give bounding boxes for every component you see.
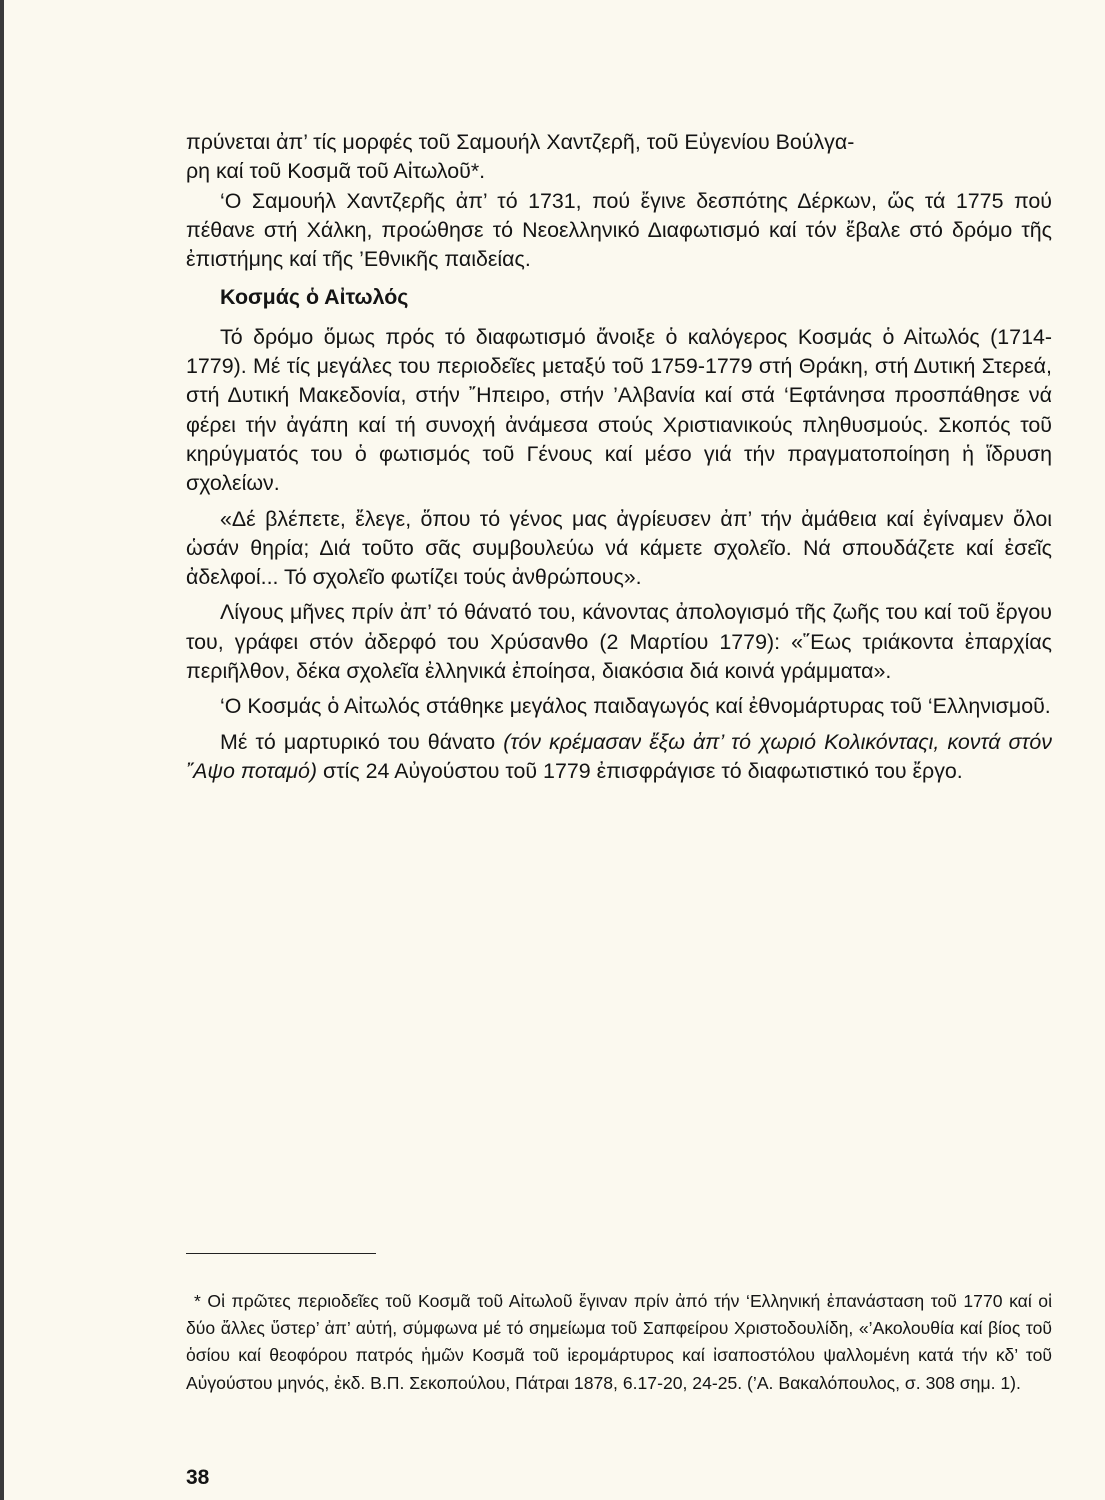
- intro-line-2: ρη καί τοῦ Κοσμᾶ τοῦ Αἰτωλοῦ*.: [186, 159, 486, 184]
- page-edge-shadow: [0, 0, 4, 1500]
- martyrdom-text-before: Μέ τό μαρτυρικό του θάνατο: [220, 729, 504, 754]
- paragraph-kosmas-letter: Λίγους μῆνες πρίν ἀπ’ τό θάνατό του, κάνοντας ἀπολογισμό τῆς ζωῆς του καί τοῦ ἔργου του, γράφει στόν ἀδερφό του Χρύσανθο (2 Μαρτίου 1779): «῞Εως τριάκοντα ἐπαρχίας περιῆλθον, δέκα σχολεῖα ἐλληνικά ἐποίησα, διακόσια διά κοινά γράμματα».: [186, 600, 1052, 684]
- paragraph-kosmas-1: Τό δρόμο ὅμως πρός τό διαφωτισμό ἄνοιξε ὁ καλόγερος Κοσμάς ὁ Αἰτωλός (1714-1779). Μέ τίς μεγάλες του περιοδεῖες μεταξύ τοῦ 1759-1779 στή Θράκη, στή Δυτική Στερεά, στή Δυτική Μακεδονία, στήν ῎Ηπειρο, στήν ’Αλβανία καί στά ‘Εφτάνησα προσπάθησε νά φέρει τήν ἀγάπη καί τή συνοχή ἀνάμεσα στούς Χριστιανικούς πληθυσμούς. Σκοπός τοῦ κηρύγματός του ὁ φωτισμός τοῦ Γένους καί μέσο γιά τήν πραγματοποίηση ἡ ἵδρυση σχολείων.: [186, 324, 1052, 496]
- martyrdom-text-after: στίς 24 Αὐγούστου τοῦ 1779 ἐπισφράγισε τό διαφωτιστικό του ἔργο.: [317, 758, 963, 783]
- paragraph-kosmas-martyrdom: [186, 728, 1052, 787]
- footnote-divider: [186, 1253, 376, 1254]
- intro-line-1: πρύνεται ἀπ’ τίς μορφές τοῦ Σαμουήλ Χαντζερῆ, τοῦ Εὐγενίου Βούλγα-: [186, 130, 855, 154]
- paragraph-kosmas-pedagogue: ‘Ο Κοσμάς ὁ Αἰτωλός στάθηκε μεγάλος παιδαγωγός καί ἐθνομάρτυρας τοῦ ‘Ελληνισμοῦ.: [220, 694, 1051, 719]
- footnote: * Οἱ πρῶτες περιοδεῖες τοῦ Κοσμᾶ τοῦ Αἰτωλοῦ ἔγιναν πρίν ἀπό τήν ‘Ελληνική ἐπανάσταση τοῦ 1770 καί οἱ δύο ἄλλες ὕστερ’ ἀπ’ αὐτή, σύμφωνα μέ τό σημείωμα τοῦ Σαπφείρου Χριστοδουλίδη, «’Ακολουθία καί βίος τοῦ ὁσίου καί θεοφόρου πατρός ἡμῶν Κοσμᾶ τοῦ ἱερομάρτυρος καί ἰσαποστόλου ψαλλομένη κατά τήν κδ’ τοῦ Αὐγούστου μηνός, ἐκδ. Β.Π. Σεκοπούλου, Πάτραι 1878, 6.17-20, 24-25. (’Α. Βακαλόπουλος, σ. 308 σημ. 1).: [186, 1291, 1052, 1393]
- section-heading: Κοσμάς ὁ Αἰτωλός: [220, 285, 409, 310]
- main-text: [186, 128, 1052, 786]
- paragraph-kosmas-quote: «Δέ βλέπετε, ἔλεγε, ὅπου τό γένος μας ἀγρίευσεν ἀπ’ τήν ἀμάθεια καί ἐγίναμεν ὅλοι ὡσάν θηρία; Διά τοῦτο σᾶς συμβουλεύω νά κάμετε σχολεῖο. Νά σπουδάζετε καί ἐσεῖς ἀδελφοί... Τό σχολεῖο φωτίζει τούς ἀνθρώπους».: [186, 506, 1052, 590]
- martyrdom-italic-note: (τόν κρέμασαν ἔξω ἀπ’ τό χωριό Κολικόνταςι, κοντά στόν ῎Αψο ποταμό): [186, 729, 1052, 783]
- page-number: 38: [186, 1466, 210, 1489]
- paragraph-samuel: ‘Ο Σαμουήλ Χαντζερῆς ἀπ’ τό 1731, πού ἔγινε δεσπότης Δέρκων, ὥς τά 1775 πού πέθανε στή Χάλκη, προώθησε τό Νεοελληνικό Διαφωτισμό καί τόν ἔβαλε στό δρόμο τῆς ἐπιστήμης καί τῆς ’Εθνικῆς παιδείας.: [186, 188, 1052, 272]
